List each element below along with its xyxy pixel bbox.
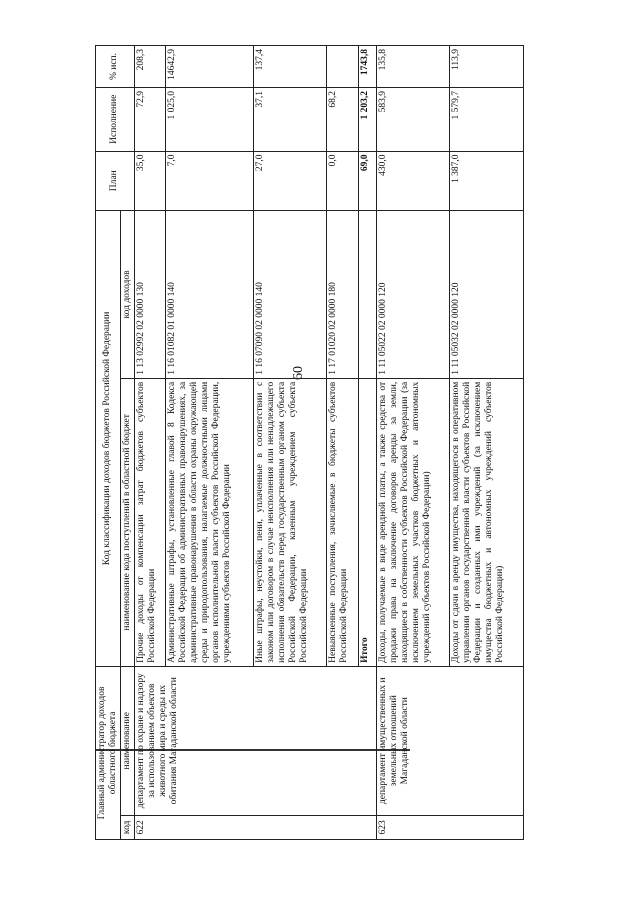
- income-name: Доходы от сдачи в аренду имущества, находящегося в оперативном управлении органов государственной власти субъектов Российской Федерации и созданных ими учреждений (за исключением имущества бюджетных и автономных учреждений субъектов Российской Федерации): [450, 378, 524, 666]
- pct-value: 113,9: [450, 46, 524, 88]
- exec-value: 1 579,7: [450, 87, 524, 151]
- income-code: 1 17 01020 02 0000 180: [327, 211, 359, 379]
- revenue-table: [95, 45, 524, 840]
- plan-value: 35,0: [134, 151, 166, 211]
- exec-value: 37,1: [253, 87, 327, 151]
- income-code: 1 13 02992 02 0000 130: [134, 211, 166, 379]
- admin-code: 622: [134, 815, 376, 839]
- table-row: [376, 46, 450, 840]
- total-label: Итого: [359, 378, 377, 666]
- header-code: код: [120, 815, 134, 839]
- total-plan: 69,0: [359, 151, 377, 211]
- total-pct: 1743,8: [359, 46, 377, 88]
- header-classification-group: Код классификации доходов бюджетов Российской Федерации: [96, 211, 121, 667]
- plan-value: 27,0: [253, 151, 327, 211]
- rotated-table-container: [95, 45, 524, 840]
- header-plan: План: [96, 151, 135, 211]
- income-name: Иные штрафы, неустойки, пени, уплаченные в соответствии с законом или договором в случае неисполнения или ненадлежащего исполнения обязательств перед государственным органом субъекта Российской Федерации, казенным учреждением субъекта Российской Федерации: [253, 378, 327, 666]
- income-code: 1 11 05022 02 0000 120: [376, 211, 450, 379]
- header-income-name: наименование кода поступлений в областной бюджет: [120, 378, 134, 666]
- header-row-1: [96, 46, 121, 840]
- header-admin-group: Главный администратор доходов областного бюджета: [96, 666, 121, 839]
- plan-value: 430,0: [376, 151, 450, 211]
- income-code: 1 16 01082 01 0000 140: [166, 211, 253, 379]
- income-code: 1 11 05032 02 0000 120: [450, 211, 524, 379]
- exec-value: 583,9: [376, 87, 450, 151]
- income-name: Невыясненные поступления, зачисляемые в бюджеты субъектов Российской Федерации: [327, 378, 359, 666]
- header-admin-name: наименование: [120, 666, 134, 815]
- pct-value: 14642,9: [166, 46, 253, 88]
- income-name: Прочие доходы от компенсации затрат бюджетов субъектов Российской Федерации: [134, 378, 166, 666]
- plan-value: 7,0: [166, 151, 253, 211]
- admin-name: департамент имущественных и земельных отношений Магаданской области: [376, 666, 523, 815]
- exec-value: 1 025,0: [166, 87, 253, 151]
- admin-code: 623: [376, 815, 523, 839]
- page-number: 60: [291, 366, 306, 380]
- pct-value: 208,3: [134, 46, 166, 88]
- pct-value: 135,8: [376, 46, 450, 88]
- income-code: 1 16 07090 02 0000 140: [253, 211, 327, 379]
- admin-name: департамент по охране и надзору за использованием объектов животного мира и среды их обитания Магаданской области: [134, 666, 376, 815]
- table-row: [134, 46, 166, 840]
- income-name: Административные штрафы, установленные главой 8 Кодекса Российской Федерации об административных правонарушениях, за административные правонарушения в области охраны окружающей среды и природопользования, налагаемые должностными лицами органов исполнительной власти субъектов Российской Федерации, учреждениями субъектов Российской Федерации: [166, 378, 253, 666]
- total-code-empty: [359, 211, 377, 379]
- total-exec: 1 203,2: [359, 87, 377, 151]
- exec-value: 72,9: [134, 87, 166, 151]
- header-exec: Исполнение: [96, 87, 135, 151]
- plan-value: 0,0: [327, 151, 359, 211]
- pct-value: [327, 46, 359, 88]
- income-name: Доходы, получаемые в виде арендной платы, а также средства от продажи права на заключение договоров аренды за земли, находящиеся в собственности субъектов Российской Федерации (за исключением земельных участков бюджетных и автономных учреждений субъектов Российской Федерации): [376, 378, 450, 666]
- header-pct: % исп.: [96, 46, 135, 88]
- header-income-code: код доходов: [120, 211, 134, 379]
- exec-value: 68,2: [327, 87, 359, 151]
- plan-value: 1 387,0: [450, 151, 524, 211]
- pct-value: 137,4: [253, 46, 327, 88]
